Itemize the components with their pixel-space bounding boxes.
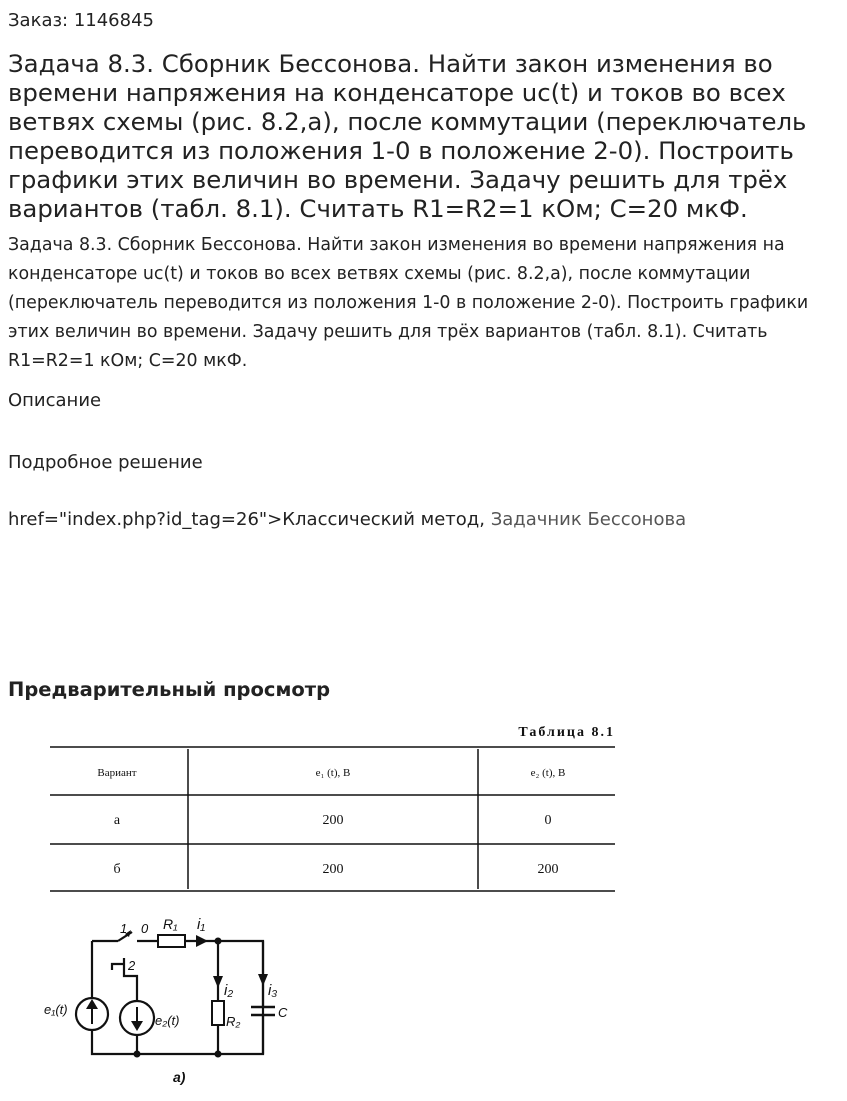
table-caption: Таблица 8.1 <box>518 725 615 740</box>
label-c: C <box>278 1005 288 1020</box>
current-arrows <box>125 930 268 988</box>
label-e2: e₂(t) <box>155 1013 180 1028</box>
circuit-wires <box>92 932 263 1054</box>
preview-image <box>40 718 630 1093</box>
table-header-variant: Вариант <box>97 767 137 779</box>
description-label: Описание <box>8 390 102 411</box>
table-cell-variant-b: б <box>113 862 121 877</box>
table-cell-e1-b: 200 <box>322 862 344 877</box>
order-number: Заказ: 1146845 <box>8 10 154 31</box>
table-cell-variant-a: а <box>113 813 121 828</box>
task-description: Задача 8.3. Сборник Бессонова. Найти закон изменения во времени напряжения на конденсаторе uc(t) и токов во всех ветвях схемы (рис. 8.2,а), после коммутации (переключатель переводится из положения 1-0 в положение 2-0). Построить графики этих величин во времени. Задачу решить для трёх вариантов (табл. 8.1). Считать R1=R2=1 кОм; C=20 мкФ. <box>8 235 809 371</box>
table-header-e1: e₁ (t), В <box>315 767 351 779</box>
tags-prefix: href="index.php?id_tag=26">Классический метод, <box>8 509 491 530</box>
circuit-nodes <box>134 938 222 1058</box>
tags-line <box>8 509 686 531</box>
detailed-solution-label: Подробное решение <box>8 452 203 473</box>
table-cell-e2-a: 0 <box>544 813 552 828</box>
label-i1: i₁ <box>197 916 206 933</box>
switch-label-0: 0 <box>141 921 149 936</box>
switch-label-2: 2 <box>128 958 136 973</box>
figure-label: а) <box>173 1069 186 1085</box>
tag-link-bessonov[interactable]: Задачник Бессонова <box>490 509 687 530</box>
task-title: Задача 8.3. Сборник Бессонова. Найти закон изменения во времени напряжения на конденсаторе uc(t) и токов во всех ветвях схемы (рис. 8.2,а), после коммутации (переключатель переводится из положения 1-0 в положение 2-0). Построить графики этих величин во времени. Задачу решить для трёх вариантов (табл. 8.1). Считать R1=R2=1 кОм; C=20 мкФ. <box>8 49 807 223</box>
switch-label-1: 1 <box>120 921 128 936</box>
preview-heading: Предварительный просмотр <box>8 678 331 701</box>
source-e1 <box>76 998 108 1030</box>
label-i2: i₂ <box>224 982 234 999</box>
label-r2: R₂ <box>226 1014 241 1029</box>
table-cell-e1-a: 200 <box>322 813 344 828</box>
source-e2 <box>120 1001 154 1035</box>
resistor-r2 <box>212 1001 224 1025</box>
resistor-r1 <box>158 935 185 947</box>
label-r1: R₁ <box>163 916 178 932</box>
label-e1: e₁(t) <box>44 1002 68 1017</box>
label-i3: i₃ <box>268 982 278 999</box>
table-header-e2: e₂ (t), В <box>530 767 566 779</box>
table-cell-e2-b: 200 <box>537 862 559 877</box>
